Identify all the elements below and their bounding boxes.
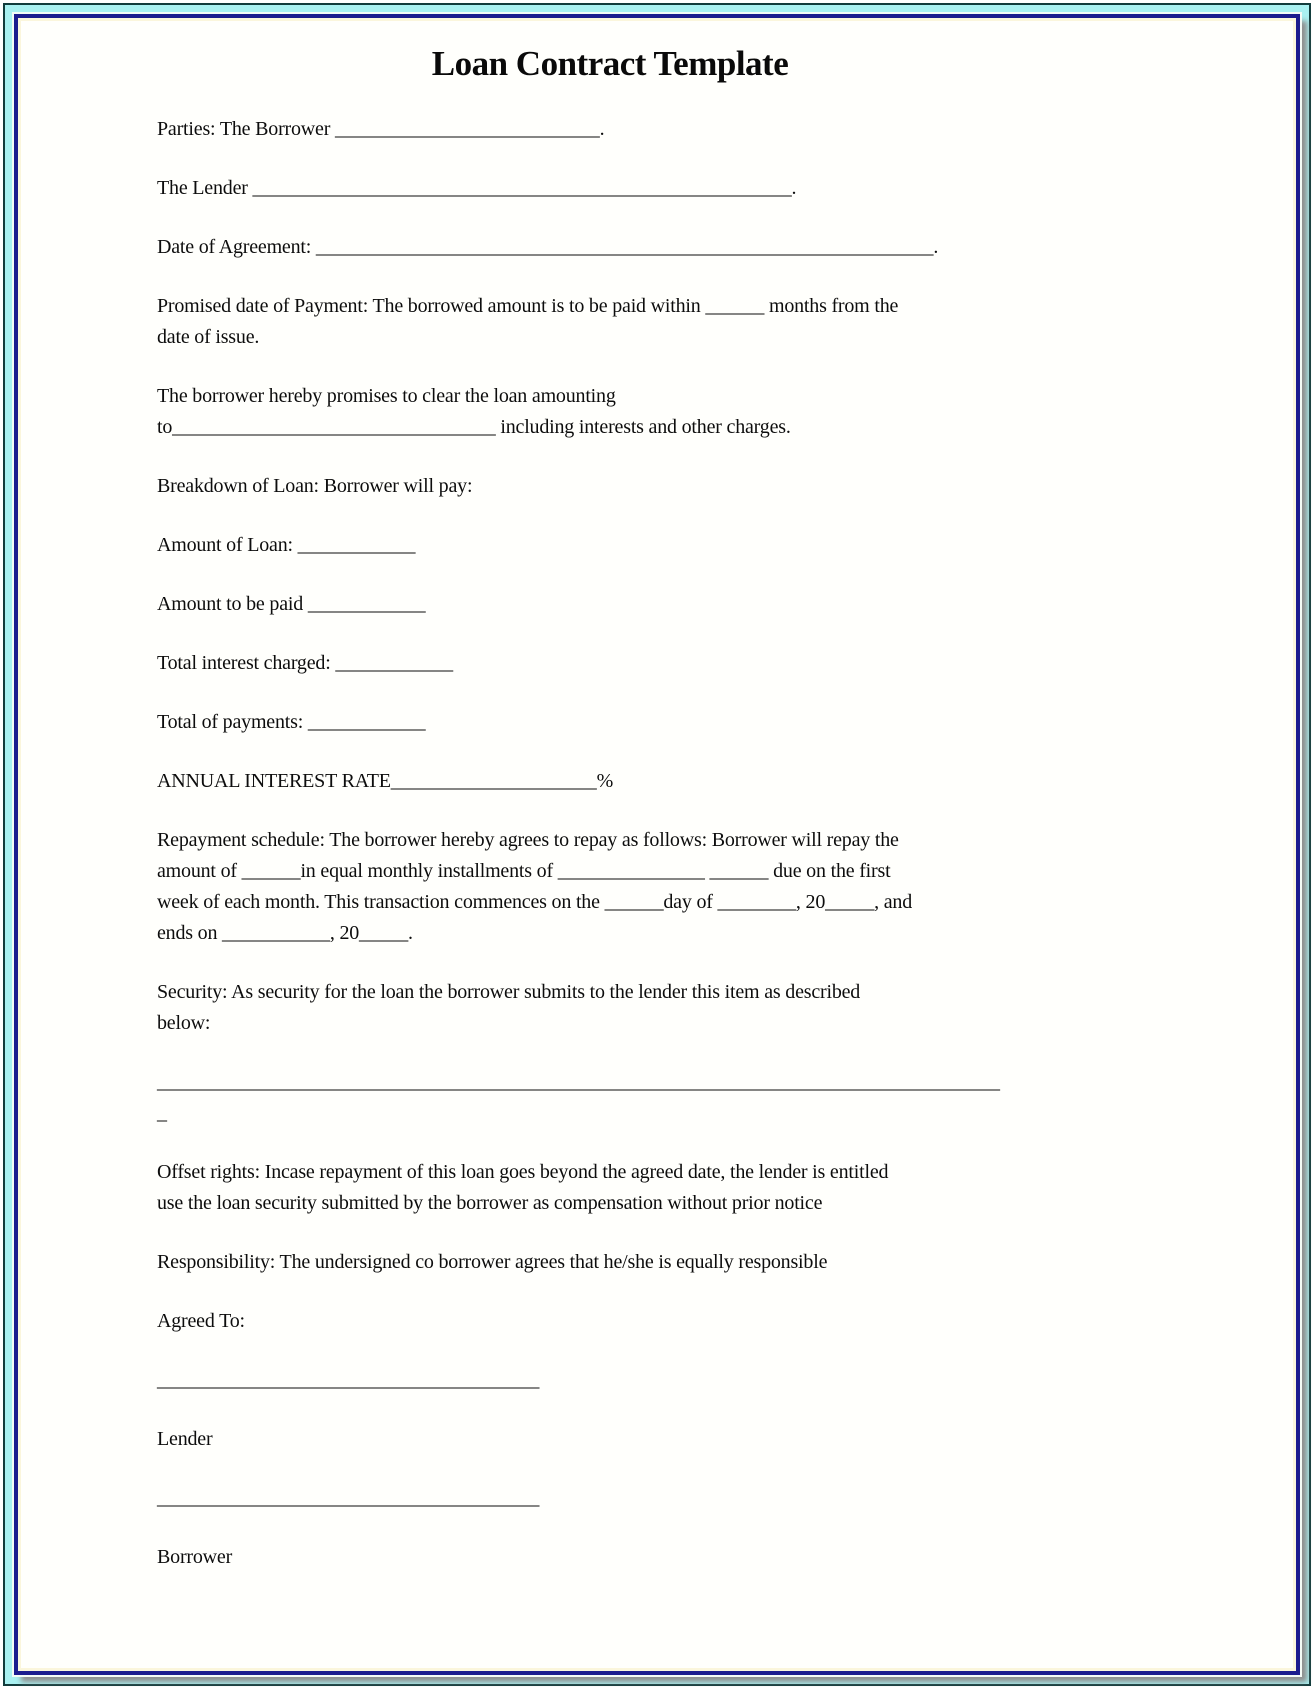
paragraph-repayment-schedule: [157, 825, 1196, 949]
lender-signature-line: [157, 1365, 1196, 1396]
paragraph-security-blank: [157, 1067, 1196, 1129]
security-blank-line-2: _: [157, 1102, 167, 1124]
paragraph-parties: [157, 114, 1196, 145]
text-line-offset-rights-1: Offset rights: Incase repayment of this loan goes beyond the agreed date, the lender is entitled: [157, 1161, 889, 1183]
text-line-loan-amounting-1: The borrower hereby promises to clear the loan amounting: [157, 385, 616, 407]
text-line-borrower-label: Borrower: [157, 1546, 233, 1568]
text-line-security-2: below:: [157, 1012, 211, 1034]
cyan-frame: [3, 3, 1311, 1686]
borrower-signature-line: [157, 1483, 1196, 1514]
text-line-repayment-2: amount of ______in equal monthly installments of _______________ ______ due on the first: [157, 860, 891, 882]
text-line-loan-amounting-2: to_________________________________ including interests and other charges.: [157, 416, 791, 438]
text-line-promised-date-2: date of issue.: [157, 326, 260, 348]
text-line-lender-label: Lender: [157, 1428, 213, 1450]
text-line-repayment-4: ends on ___________, 20_____.: [157, 922, 413, 944]
paragraph-date-of-agreement: [157, 232, 1196, 263]
text-line-amount-of-loan: Amount of Loan: ____________: [157, 534, 416, 556]
paragraph-security: [157, 977, 1196, 1039]
text-line-lender-name: The Lender _______________________________________________________.: [157, 177, 797, 199]
text-line-parties: Parties: The Borrower ___________________________.: [157, 118, 605, 140]
paragraph-responsibility: [157, 1247, 1196, 1278]
borrower-signature-label: [157, 1542, 1196, 1573]
document-title: Loan Contract Template: [431, 44, 789, 83]
paragraph-loan-amounting: [157, 381, 1196, 443]
text-line-amount-to-be-paid: Amount to be paid ____________: [157, 593, 426, 615]
text-line-promised-date-1: Promised date of Payment: The borrowed amount is to be paid within ______ months from the: [157, 295, 899, 317]
paragraph-amount-to-be-paid: [157, 589, 1196, 620]
paragraph-lender-name: [157, 173, 1196, 204]
paragraph-annual-interest-rate: [157, 766, 1196, 797]
text-line-repayment-3: week of each month. This transaction commences on the ______day of ________, 20_____, and: [157, 891, 912, 913]
paragraph-breakdown-heading: [157, 471, 1196, 502]
text-line-breakdown-heading: Breakdown of Loan: Borrower will pay:: [157, 475, 473, 497]
lender-signature-label: [157, 1424, 1196, 1455]
text-line-total-interest: Total interest charged: ____________: [157, 652, 453, 674]
security-blank-line-1: ______________________________________________________________________________________: [157, 1071, 1000, 1093]
paragraph-amount-of-loan: [157, 530, 1196, 561]
loan-contract-document: [14, 14, 1300, 1675]
paragraph-agreed-to: [157, 1306, 1196, 1337]
paragraph-offset-rights: [157, 1157, 1196, 1219]
paragraph-promised-date: [157, 291, 1196, 353]
paragraph-total-of-payments: [157, 707, 1196, 738]
signature-blank-lender: _______________________________________: [157, 1369, 540, 1391]
text-line-repayment-1: Repayment schedule: The borrower hereby agrees to repay as follows: Borrower will repay the: [157, 829, 899, 851]
text-line-total-of-payments: Total of payments: ____________: [157, 711, 426, 733]
text-line-security-1: Security: As security for the loan the borrower submits to the lender this item as described: [157, 981, 861, 1003]
text-line-offset-rights-2: use the loan security submitted by the borrower as compensation without prior notice: [157, 1192, 823, 1214]
text-line-annual-interest-rate: ANNUAL INTEREST RATE_____________________%: [157, 770, 614, 792]
text-line-date-of-agreement: Date of Agreement: _______________________________________________________________.: [157, 236, 939, 258]
signature-blank-borrower: _______________________________________: [157, 1487, 540, 1509]
text-line-agreed-to: Agreed To:: [157, 1310, 245, 1332]
text-line-responsibility: Responsibility: The undersigned co borrower agrees that he/she is equally responsible: [157, 1251, 828, 1273]
paragraph-total-interest: [157, 648, 1196, 679]
